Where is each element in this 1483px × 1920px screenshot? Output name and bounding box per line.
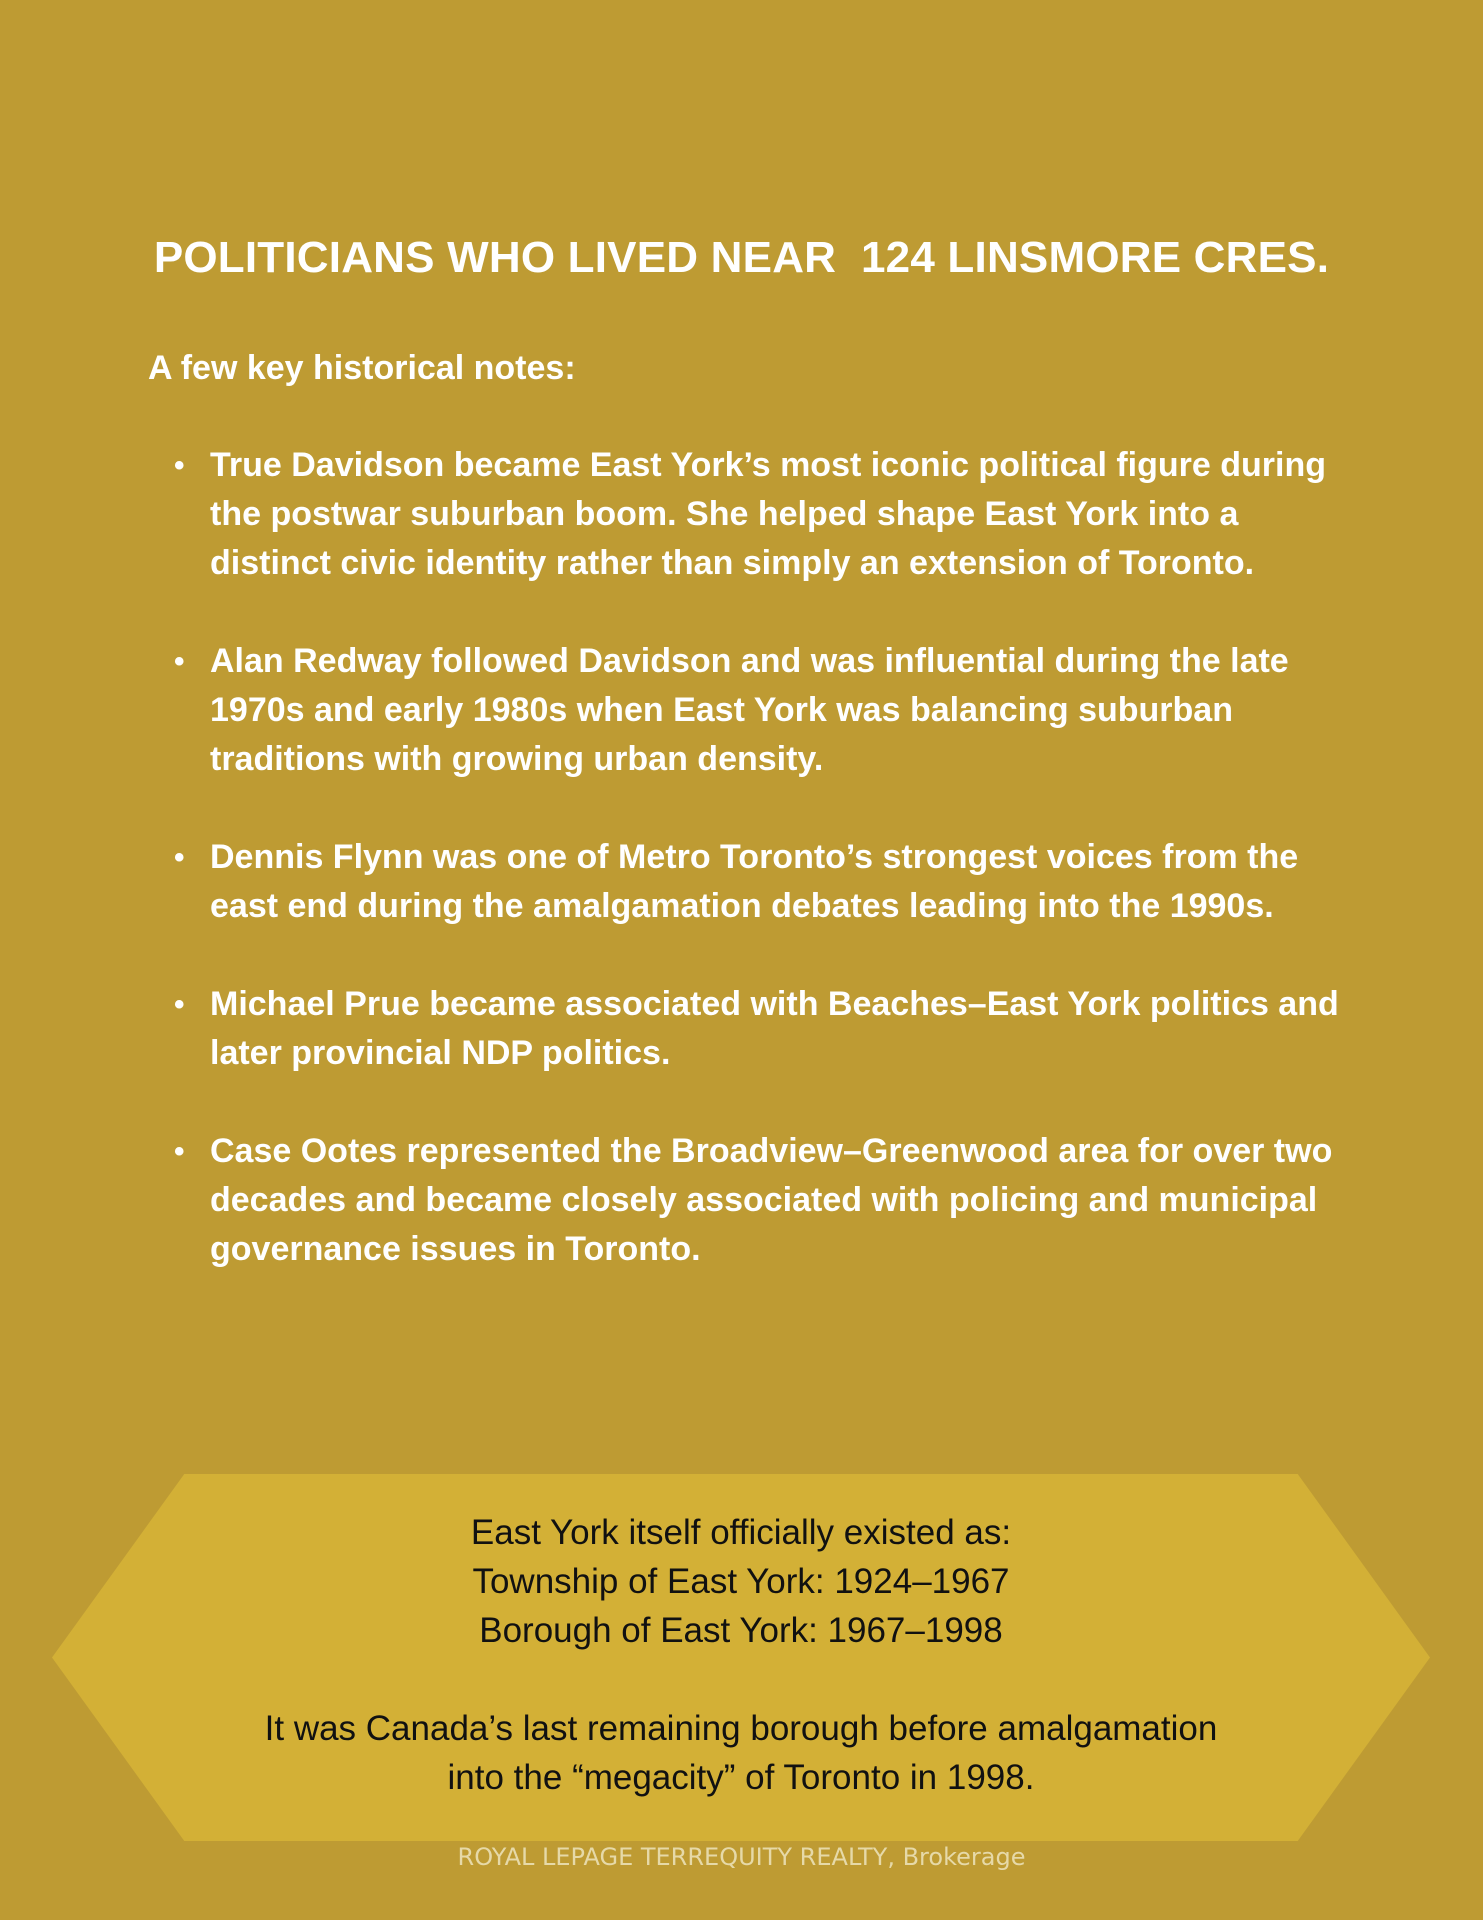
callout-line-megacity: into the “megacity” of Toronto in 1998. xyxy=(447,1758,1035,1797)
note-alan-redway: • Alan Redway followed Davidson and was influential during the late 1970s and early 1980s when East York was balancing suburban traditions with growing urban density. xyxy=(210,637,1350,784)
callout-line-last-borough: It was Canada’s last remaining borough before amalgamation xyxy=(264,1709,1218,1748)
historical-notes-list xyxy=(210,441,1350,1323)
page-title: POLITICIANS WHO LIVED NEAR 124 LINSMORE CRES. xyxy=(153,233,1330,282)
note-true-davidson: • True Davidson became East York’s most iconic political figure during the postwar suburban boom. She helped shape East York into a distinct civic identity rather than simply an extension of Toronto. xyxy=(210,441,1350,588)
callout-line-township: Township of East York: 1924–1967 xyxy=(472,1562,1010,1601)
note-michael-prue: • Michael Prue became associated with Beaches–East York politics and later provincial NDP politics. xyxy=(210,980,1350,1078)
brokerage-footer: ROYAL LEPAGE TERREQUITY REALTY, Brokerage xyxy=(457,1843,1026,1871)
note-dennis-flynn: • Dennis Flynn was one of Metro Toronto’s strongest voices from the east end during the amalgamation debates leading into the 1990s. xyxy=(210,833,1350,931)
callout-text xyxy=(52,1508,1430,1802)
note-case-ootes: • Case Ootes represented the Broadview–Greenwood area for over two decades and became closely associated with policing and municipal governance issues in Toronto. xyxy=(210,1127,1350,1274)
callout-line-intro: East York itself officially existed as: xyxy=(470,1513,1012,1552)
callout-line-borough: Borough of East York: 1967–1998 xyxy=(479,1611,1003,1650)
intro-heading: A few key historical notes: xyxy=(148,349,576,387)
